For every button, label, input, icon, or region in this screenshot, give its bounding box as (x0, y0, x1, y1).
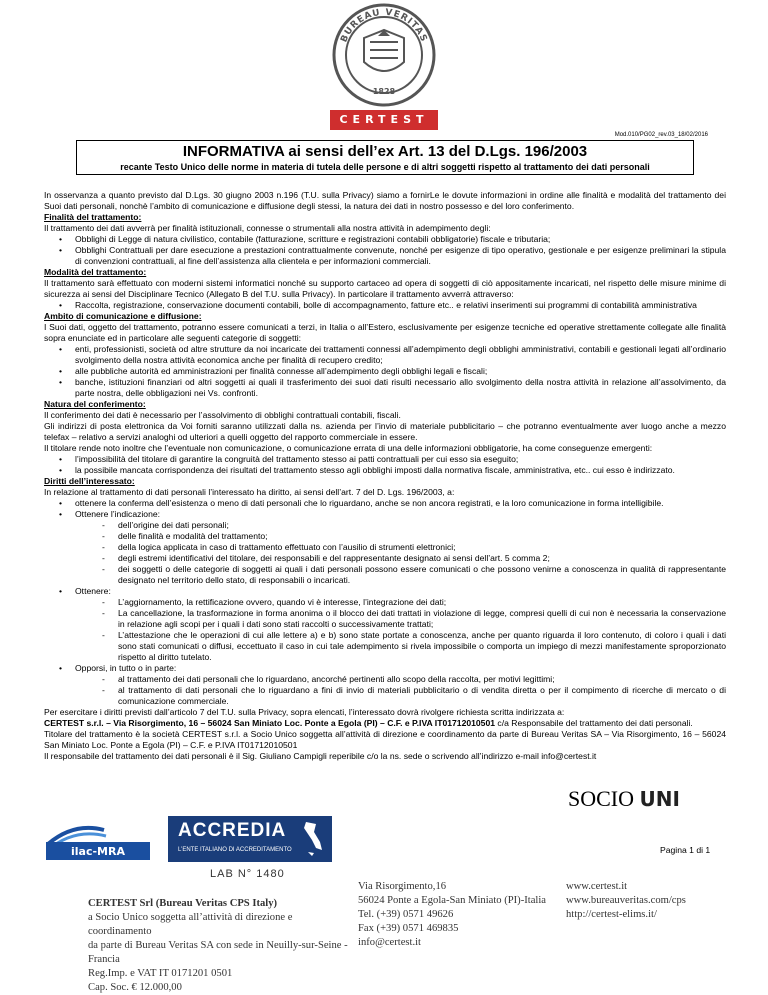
closing-paragraph-4: Il responsabile del trattamento dei dati personali è il Sig. Giuliano Campigli reperibile c/o la ns. sede o scrivendo all’indirizzo e-mail info@certest.it (44, 751, 597, 761)
closing-paragraph-3: Titolare del trattamento è la società CERTEST s.r.l. a Socio Unico soggetta all’attività di direzione e coordinamento da parte di Bureau Veritas SA – Via Risorgimento, 16 – 56024 San Miniato Loc. Ponte a Egola (PI) – C.F. e P.IVA IT01712010501 (44, 729, 726, 750)
list-item: - dell’origine dei dati personali; (44, 520, 726, 531)
list-item: - degli estremi identificativi del titolare, dei responsabili e del rappresentante designato ai sensi dell’art. 5 comma 2; (44, 553, 726, 564)
list-item: • Raccolta, registrazione, conservazione documenti contabili, bolle di accompagnamento, fatture etc.. e relativi inserimenti sui programmi di contabilità amministrativa (44, 300, 726, 311)
footer-line: Via Risorgimento,16 (358, 881, 447, 892)
natura-paragraph-2: Gli indirizzi di posta elettronica da Voi forniti saranno utilizzati dalla ns. azienda per l’invio di materiale pubblicitario – che potranno eventualmente aver luogo anche a mezzo telefax – relativo a servizi analoghi od ulteriori a quelli oggetto del rapporto commerciale in essere. (44, 421, 726, 442)
closing-paragraph-2 (44, 718, 726, 729)
footer-line: a Socio Unico soggetta all’attività di direzione e coordinamento (88, 912, 293, 937)
heading-diritti: Diritti dell’interessato: (44, 476, 135, 486)
ilac-mra-logo (44, 818, 154, 864)
heading-modalita: Modalità del trattamento: (44, 267, 147, 277)
diritti-paragraph: In relazione al trattamento di dati personali l’interessato ha diritto, ai sensi dell’art. 7 del D. Lgs. 196/2003, a: (44, 487, 455, 497)
socio-uni-logo (568, 786, 680, 812)
list-item: • Obblighi di Legge di natura civilistico, contabile (fatturazione, scritture e registrazioni contabili obbligatorie) fiscale e tributaria; (44, 234, 726, 245)
certest-brand: CERTEST (330, 110, 438, 130)
title-box (76, 140, 694, 175)
footer-web (566, 880, 756, 922)
uni-label: UNI (639, 787, 680, 811)
diritti-sublist-indicazione (44, 520, 726, 586)
accredia-subtitle: L’ENTE ITALIANO DI ACCREDITAMENTO (178, 847, 292, 853)
list-item: • banche, istituzioni finanziari od altri soggetti ai quali il trasferimento dei suoi dati risulti necessario allo svolgimento della nostra attività in relazione all’assolvimento, da parte nostra, delle obbligazioni nei Vs. confronti. (44, 377, 726, 399)
footer-company-name: CERTEST Srl (Bureau Veritas CPS Italy) (88, 898, 278, 909)
diritti-sublist-ottenere (44, 597, 726, 663)
diritti-sublist-opporsi (44, 674, 726, 707)
ambito-paragraph: I Suoi dati, oggetto del trattamento, potranno essere comunicati a terzi, in Italia o all’Estero, esclusivamente per esigenze tecniche ed operative strettamente collegate alle finalità sopra enunciate ed in particolare alle seguenti categorie di soggetti: (44, 322, 726, 343)
lab-number: LAB N° 1480 (210, 868, 285, 880)
finalita-list (44, 234, 726, 267)
closing-address-rest: c/a Responsabile del trattamento dei dati personali. (495, 718, 693, 728)
list-item: • la possibile mancata corrispondenza dei risultati del trattamento stesso agli obblighi imposti dalla normativa fiscale, amministrativa, etc.. cui esso è indirizzato. (44, 465, 726, 476)
ambito-list (44, 344, 726, 399)
footer-phone: Tel. (+39) 0571 49626 (358, 909, 454, 920)
list-item: - al trattamento di dati personali che lo riguardano a fini di invio di materiali pubblicitario o di vendita diretta o per il compimento di ricerche di mercato o di comunicazione commerciale. (44, 685, 726, 707)
document-title: INFORMATIVA ai sensi dell’ex Art. 13 del D.Lgs. 196/2003 (182, 143, 588, 160)
footer-line: da parte di Bureau Veritas SA con sede in Neuilly-sur-Seine - Francia (88, 940, 348, 965)
list-item: • Ottenere l’indicazione: (44, 509, 726, 520)
footer-company (88, 897, 348, 995)
seal-text: BUREAU VERITAS (339, 7, 429, 44)
list-item: • l’impossibilità del titolare di garantire la congruità del trattamento stesso ai patti contrattuali per cui esso sia eseguito; (44, 454, 726, 465)
list-item: - L’aggiornamento, la rettificazione ovvero, quando vi è interesse, l’integrazione dei dati; (44, 597, 726, 608)
bureau-veritas-logo (330, 0, 438, 110)
footer-line: 56024 Ponte a Egola-San Miniato (PI)-Italia (358, 895, 546, 906)
seal-year: 1828 (372, 87, 396, 96)
footer-address (358, 880, 558, 950)
diritti-list (44, 498, 726, 520)
footer-email-link[interactable]: info@certest.it (358, 937, 421, 948)
ilac-label: ilac-MRA (71, 845, 125, 858)
list-item: - delle finalità e modalità del trattamento; (44, 531, 726, 542)
module-code: Mod.010/PG02_rev.03_18/02/2016 (614, 132, 708, 138)
closing-paragraph-1: Per esercitare i diritti previsti dall’articolo 7 del T.U. sulla Privacy, sopra elencati, l’interessato dovrà rivolgere richiesta scritta indirizzata a: (44, 707, 565, 717)
finalita-paragraph: Il trattamento dei dati avverrà per finalità istituzionali, connesse o strumentali alla nostra attività in adempimento degli: (44, 223, 491, 233)
footer-web-link[interactable]: www.certest.it (566, 881, 628, 892)
socio-label: SOCIO (568, 786, 635, 811)
diritti-list-3 (44, 663, 726, 674)
list-item: • enti, professionisti, società od altre strutture da noi incaricate dei trattamenti connessi all’adempimento degli obblighi amministrativi, contabili e gestionali legati all’ordinario svolgimento della nostra attività economica anche per finalità di recupero credito; (44, 344, 726, 366)
heading-finalita: Finalità del trattamento: (44, 212, 142, 222)
modalita-paragraph: Il trattamento sarà effettuato con moderni sistemi informatici nonché su supporto cartaceo ad opera di soggetti di ciò appositamente incaricati, nel rispetto delle misure minime di sicurezza ai sensi del Disciplinare Tecnico (Allegato B del T.U. sulla Privacy). In particolare il trattamento avverrà attraverso: (44, 278, 726, 299)
heading-natura: Natura del conferimento: (44, 399, 146, 409)
accredia-logo (168, 816, 332, 862)
natura-paragraph-1: Il conferimento dei dati è necessario per l’assolvimento di obblighi contrattuali contabili, fiscali. (44, 410, 401, 420)
document-body (44, 190, 726, 762)
footer-web-link[interactable]: http://certest-elims.it/ (566, 909, 657, 920)
list-item: • ottenere la conferma dell’esistenza o meno di dati personali che lo riguardano, anche se non ancora registrati, e la loro comunicazione in forma intelligibile. (44, 498, 726, 509)
intro-paragraph: In osservanza a quanto previsto dal D.Lgs. 30 giugno 2003 n.196 (T.U. sulla Privacy) siamo a fornirLe le dovute informazioni in ordine alle finalità e modalità del trattamento dei Suoi dati personali, nonchè l’ambito di comunicazione e diffusione degli stessi, la natura dei dati in nostro possesso e del loro conferimento. (44, 190, 726, 211)
list-item: • Ottenere: (44, 586, 726, 597)
list-item: - La cancellazione, la trasformazione in forma anonima o il blocco dei dati trattati in violazione di legge, compresi quelli di cui non è necessaria la conservazione in relazione agli scopi per i quali i dati sono stati raccolti o successivamente trattati; (44, 608, 726, 630)
heading-ambito: Ambito di comunicazione e diffusione: (44, 311, 202, 321)
list-item: - L’attestazione che le operazioni di cui alle lettere a) e b) sono state portate a conoscenza, anche per quanto riguarda il loro contenuto, di coloro i quali i dati sono stati comunicati o diffusi, eccettuato il caso in cui tale adempimento si rivela impossibile o comporta un impiego di mezzi manifestamente sproporzionato rispetto al diritto tutelato. (44, 630, 726, 663)
accredia-label: ACCREDIA (178, 820, 287, 841)
list-item: - della logica applicata in caso di trattamento effettuato con l’ausilio di strumenti elettronici; (44, 542, 726, 553)
footer-web-link[interactable]: www.bureauveritas.com/cps (566, 895, 686, 906)
list-item: • alle pubbliche autorità ed amministrazioni per finalità connesse all’adempimento degli obblighi legali e fiscali; (44, 366, 726, 377)
document-subtitle: recante Testo Unico delle norme in materia di tutela delle persone e di altri soggetti rispetto al trattamento dei dati personali (120, 162, 650, 172)
list-item: • Opporsi, in tutto o in parte: (44, 663, 726, 674)
footer-line: Cap. Soc. € 12.000,00 (88, 982, 182, 993)
list-item: - dei soggetti o delle categorie di soggetti ai quali i dati personali possono essere comunicati o che possono venirne a conoscenza in qualità di rappresentante designato nel territorio dello stato, di responsabili o incaricati. (44, 564, 726, 586)
list-item: - al trattamento dei dati personali che lo riguardano, ancorché pertinenti allo scopo della raccolta, per motivi legittimi; (44, 674, 726, 685)
list-item: • Obblighi Contrattuali per dare esecuzione a prestazioni contrattualmente convenute, nonché per esigenze di tipo operativo, gestionale e per esigenze preliminari la stipula di convenzioni contrattuali, al fine dell’assistenza alla clientela e per informazioni commerciali. (44, 245, 726, 267)
page-number: Pagina 1 di 1 (660, 845, 711, 855)
footer-fax: Fax (+39) 0571 469835 (358, 923, 459, 934)
natura-list (44, 454, 726, 476)
natura-paragraph-3: Il titolare rende noto inoltre che l’eventuale non comunicazione, o comunicazione errata di una delle informazioni obbligatorie, ha come conseguenze emergenti: (44, 443, 653, 453)
diritti-list-2 (44, 586, 726, 597)
modalita-list (44, 300, 726, 311)
footer-line: Reg.Imp. e VAT IT 0171201 0501 (88, 968, 233, 979)
italy-map-icon (302, 820, 324, 858)
closing-address-bold: CERTEST s.r.l. – Via Risorgimento, 16 – 56024 San Miniato Loc. Ponte a Egola (PI) – C.F. e P.IVA IT01712010501 (44, 718, 496, 728)
